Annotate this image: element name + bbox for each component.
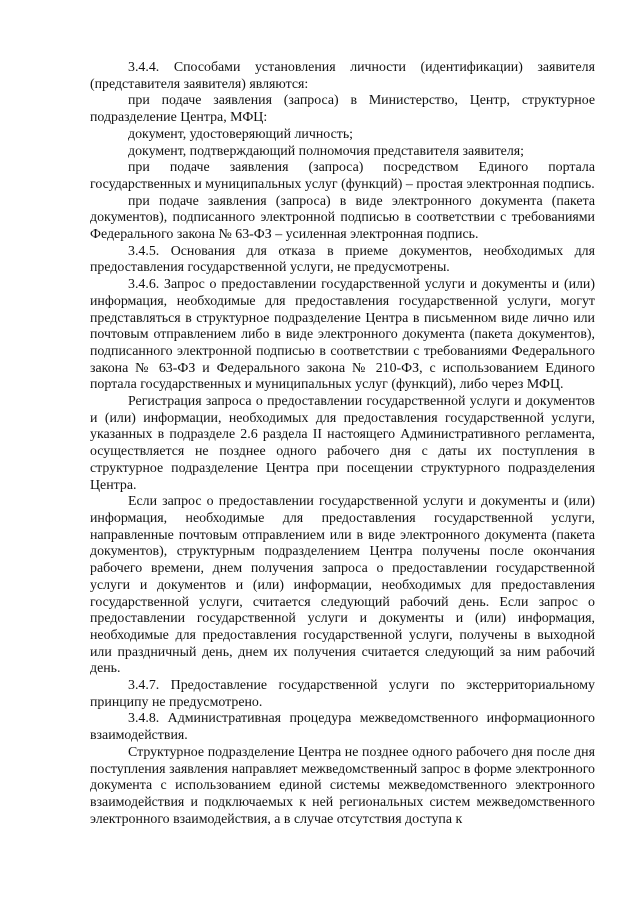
paragraph-identity-document: документ, удостоверяющий личность; <box>128 126 354 142</box>
document-body <box>90 60 595 828</box>
paragraph-3-4-4: 3.4.4. Способами установления личности (идентификации) заявителя (представителя заявителя) являются: <box>90 60 595 92</box>
paragraph-authority-document: документ, подтверждающий полномочия представителя заявителя; <box>128 143 525 159</box>
paragraph-3-4-7: 3.4.7. Предоставление государственной услуги по экстерриториальному принципу не предусмотрено. <box>90 678 595 710</box>
paragraph-interagency-request: Структурное подразделение Центра не позднее одного рабочего дня после дня поступления заявления направляет межведомственный запрос в форме электронного документа с использованием единой системы межведомственного электронного взаимодействия и подключаемых к ней региональных систем межведомственного электронного взаимодействия, а в случае отсутствия доступа к <box>90 744 595 827</box>
paragraph-3-4-6: 3.4.6. Запрос о предоставлении государственной услуги и документы и (или) информация, необходимые для предоставления государственной услуги, могут представляться в структурное подразделение Центра в письменном виде лично или почтовым отправлением либо в виде электронного документа (пакета документов), подписанного электронной подписью в соответствии с требованиями Федерального закона № 63-ФЗ и Федерального закона № 210-ФЗ, с использованием Единого портала государственных и муниципальных услуг (функций), либо через МФЦ. <box>90 277 595 393</box>
paragraph-after-hours: Если запрос о предоставлении государственной услуги и документы и (или) информация, необходимые для предоставления государственной услуги, направленные почтовым отправлением или в виде электронного документа (пакета документов), структурным подразделением Центра получены после окончания рабочего времени, днем получения запроса о предоставлении государственной услуги и документов и (или) информации, необходимых для предоставления государственной услуги, считается следующий рабочий день. Если запрос о предоставлении государственной услуги и документы и (или) информация, необходимые для предоставления государственной услуги, получены в выходной или праздничный день, днем их получения считается следующий за ним рабочий день. <box>90 494 595 677</box>
paragraph-portal-submission: при подаче заявления (запроса) посредством Единого портала государственных и муниципальных услуг (функций) – простая электронная подпись. <box>90 160 595 192</box>
paragraph-3-4-5: 3.4.5. Основания для отказа в приеме документов, необходимых для предоставления государственной услуги, не предусмотрены. <box>90 243 595 276</box>
paragraph-registration: Регистрация запроса о предоставлении государственной услуги и документов и (или) информации, необходимых для предоставления государственной услуги, указанных в подразделе 2.6 раздела II настоящего Административного регламента, осуществляется не позднее одного рабочего дня с даты их поступления в структурное подразделение Центра при посещении структурного подразделения Центра. <box>90 394 595 493</box>
paragraph-electronic-submission: при подаче заявления (запроса) в виде электронного документа (пакета документов), подписанного электронной подписью в соответствии с требованиями Федерального закона № 63-ФЗ – усиленная электронная подпись. <box>90 193 595 243</box>
paragraph-3-4-8: 3.4.8. Административная процедура межведомственного информационного взаимодействия. <box>90 711 595 744</box>
paragraph-in-person-submission: при подаче заявления (запроса) в Министерство, Центр, структурное подразделение Центра, МФЦ: <box>90 93 595 126</box>
